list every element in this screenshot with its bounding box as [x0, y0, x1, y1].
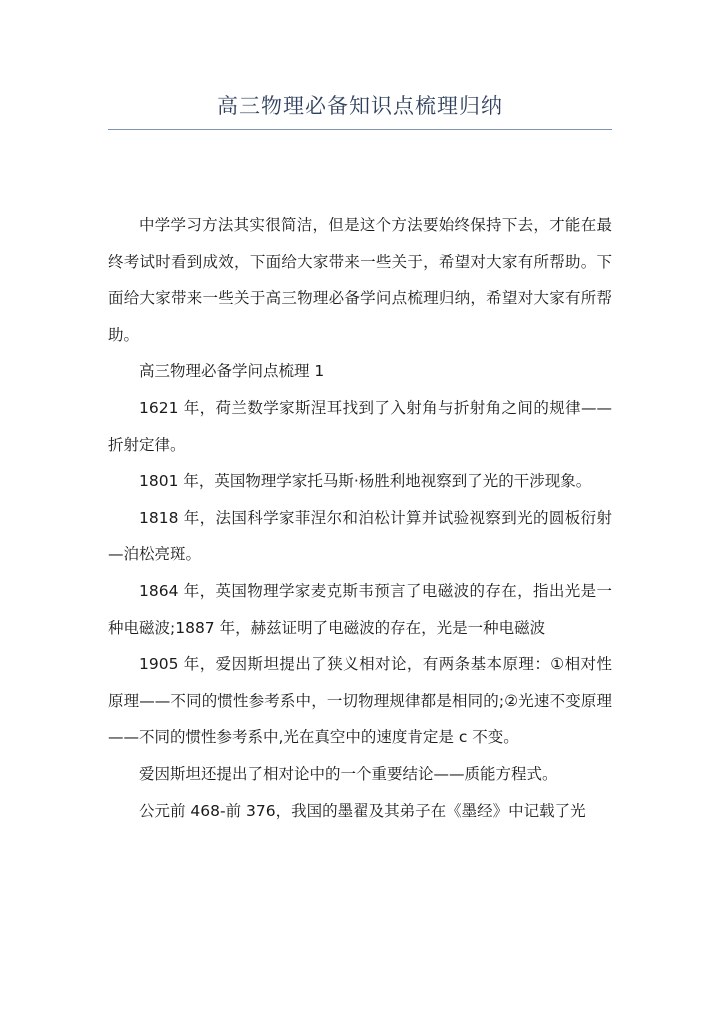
paragraph: 爱因斯坦还提出了相对论中的一个重要结论——质能方程式。 — [139, 764, 558, 783]
document-body — [108, 207, 612, 829]
section-heading: 高三物理必备学问点梳理 1 — [139, 362, 325, 381]
paragraph: 1864 年，英国物理学家麦克斯韦预言了电磁波的存在，指出光是一种电磁波;1887 年，赫兹证明了电磁波的存在，光是一种电磁波 — [108, 581, 612, 637]
paragraph: 1801 年，英国物理学家托马斯·杨胜利地视察到了光的干涉现象。 — [139, 472, 592, 491]
document-title: 高三物理必备知识点梳理归纳 — [217, 94, 503, 118]
paragraph: 1818 年，法国科学家菲涅尔和泊松计算并试验视察到光的圆板衍射—泊松亮斑。 — [108, 508, 612, 564]
paragraph-intro: 中学学习方法其实很简洁，但是这个方法要始终保持下去，才能在最终考试时看到成效，下面给大家带来一些关于，希望对大家有所帮助。下面给大家带来一些关于高三物理必备学问点梳理归纳，希望对大家有所帮助。 — [108, 216, 612, 344]
paragraph: 公元前 468-前 376，我国的墨翟及其弟子在《墨经》中记载了光 — [139, 801, 586, 820]
paragraph: 1905 年，爱因斯坦提出了狭义相对论，有两条基本原理：①相对性原理——不同的惯性参考系中，一切物理规律都是相同的;②光速不变原理——不同的惯性参考系中,光在真空中的速度肯定是 c 不变。 — [108, 655, 612, 747]
title-underline — [108, 129, 612, 130]
paragraph: 1621 年，荷兰数学家斯涅耳找到了入射角与折射角之间的规律——折射定律。 — [108, 398, 612, 454]
